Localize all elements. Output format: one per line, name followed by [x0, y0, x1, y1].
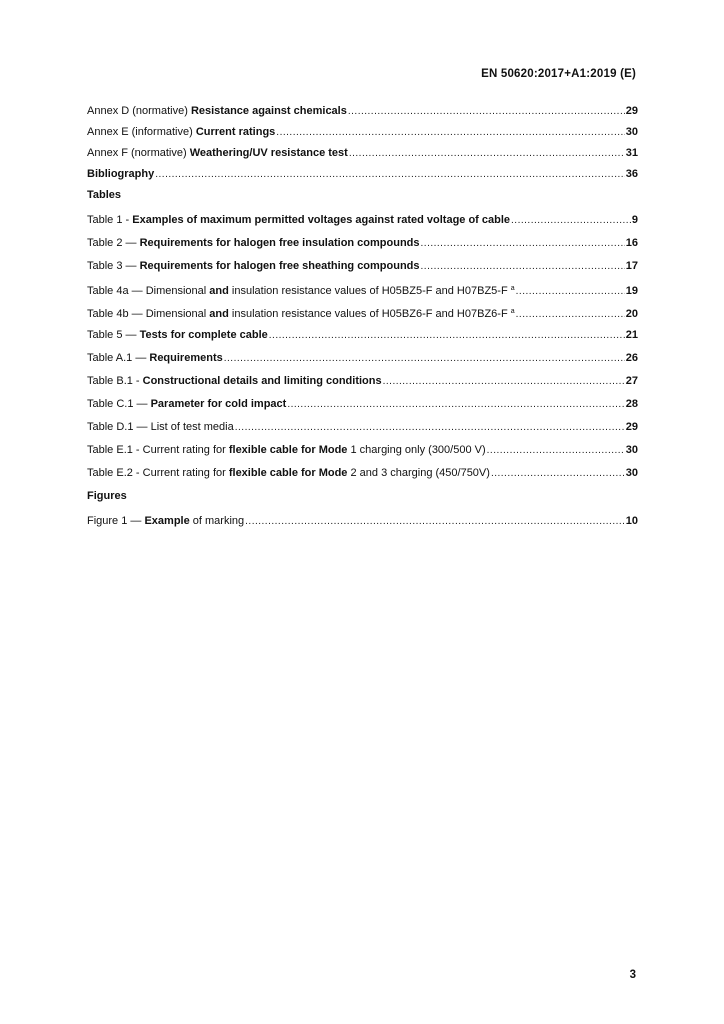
toc-page-number: 27 — [625, 375, 638, 387]
toc-entry-suffix: 2 and 3 charging (450/750V) — [347, 467, 490, 479]
toc-leader-dots — [421, 259, 625, 274]
toc-entry-annex-f[interactable] — [87, 146, 638, 167]
toc-entry-bold: Example — [144, 515, 190, 527]
toc-entry-title — [87, 167, 154, 181]
toc-entry-prefix: Annex E (informative) — [87, 126, 196, 138]
toc-page-number: 30 — [625, 126, 638, 138]
toc-entry-bold: flexible cable for Mode — [228, 444, 348, 456]
toc-entry-annex-d[interactable] — [87, 104, 638, 125]
toc-entry-table-4a[interactable] — [87, 282, 638, 305]
toc-entry-bold: and — [209, 285, 229, 297]
toc-leader-dots — [235, 420, 625, 435]
toc-entry-bold: Parameter for cold impact — [150, 398, 287, 410]
toc-leader-dots — [511, 213, 631, 228]
toc-entry-table-5[interactable] — [87, 328, 638, 351]
toc-leader-dots — [245, 514, 625, 529]
toc-leader-dots — [383, 374, 625, 389]
toc-entry-title — [87, 282, 515, 298]
toc-entry-prefix: Figure 1 — — [87, 515, 145, 527]
toc-page-number: 17 — [625, 260, 638, 272]
toc-leader-dots — [269, 328, 625, 343]
toc-entry-title — [87, 259, 420, 273]
toc-leader-dots — [516, 307, 625, 322]
toc-entry-suffix: insulation resistance values of H05BZ6-F and H07BZ6-F — [228, 308, 508, 320]
toc-entry-bold: Examples of maximum permitted voltages against rated voltage of cable — [132, 214, 511, 226]
toc-entry-title — [87, 213, 510, 227]
toc-leader-dots — [276, 125, 624, 140]
toc-page-number: 19 — [625, 285, 638, 297]
toc-entry-bold: Resistance against chemicals — [190, 105, 347, 117]
toc-entry-bold: Current ratings — [195, 126, 276, 138]
toc-entry-bold: Tests for complete cable — [139, 329, 268, 341]
toc-entry-annex-e[interactable] — [87, 125, 638, 146]
toc-entry-title — [87, 146, 348, 160]
toc-entry-table-1[interactable] — [87, 213, 638, 236]
page-number: 3 — [629, 969, 636, 981]
toc-entry-table-d1[interactable] — [87, 420, 638, 443]
toc-entry-prefix: Annex F (normative) — [87, 147, 190, 159]
toc-entry-prefix: Table B.1 - — [87, 375, 143, 387]
toc-entry-bibliography[interactable] — [87, 167, 638, 188]
toc-entry-table-4b[interactable] — [87, 305, 638, 328]
footnote-marker: a — [510, 285, 515, 292]
toc-entry-title — [87, 305, 515, 321]
toc-leader-dots — [224, 351, 625, 366]
table-of-contents — [87, 104, 638, 537]
toc-entry-prefix: Table A.1 — — [87, 352, 150, 364]
toc-entry-figure-1[interactable] — [87, 514, 638, 537]
toc-entry-prefix: Table D.1 — List of test media — [87, 421, 234, 433]
toc-entry-prefix: Table 3 — — [87, 260, 140, 272]
toc-leader-dots — [491, 466, 625, 481]
toc-entry-bold: Requirements — [149, 352, 223, 364]
toc-entry-prefix: Table E.2 - Current rating for — [87, 467, 229, 479]
document-id-header: EN 50620:2017+A1:2019 (E) — [481, 68, 636, 80]
toc-entry-table-a1[interactable] — [87, 351, 638, 374]
toc-page-number: 29 — [625, 105, 638, 117]
tables-heading: Tables — [87, 189, 122, 201]
footnote-marker: a — [510, 308, 515, 315]
toc-page-number: 9 — [631, 214, 638, 226]
toc-entry-suffix: of marking — [189, 515, 245, 527]
toc-entry-title — [87, 420, 234, 434]
toc-leader-dots — [487, 443, 625, 458]
toc-page-number: 26 — [625, 352, 638, 364]
toc-leader-dots — [349, 146, 625, 161]
toc-page-number: 30 — [625, 444, 638, 456]
toc-entry-title — [87, 104, 347, 118]
toc-entry-prefix: Table 2 — — [87, 237, 140, 249]
toc-entry-title — [87, 466, 490, 480]
toc-entry-suffix: 1 charging only (300/500 V) — [347, 444, 486, 456]
toc-leader-dots — [421, 236, 625, 251]
toc-entry-table-c1[interactable] — [87, 397, 638, 420]
toc-entry-prefix: Table C.1 — — [87, 398, 151, 410]
toc-entry-title — [87, 236, 420, 250]
toc-entry-prefix: Table 5 — — [87, 329, 140, 341]
toc-page-number: 28 — [625, 398, 638, 410]
toc-entry-bold: flexible cable for Mode — [228, 467, 348, 479]
toc-page-number: 21 — [625, 329, 638, 341]
toc-entry-title — [87, 125, 275, 139]
toc-entry-prefix: Table E.1 - Current rating for — [87, 444, 229, 456]
toc-entry-prefix: Table 4a — Dimensional — [87, 285, 210, 297]
toc-leader-dots — [155, 167, 625, 182]
toc-entry-table-3[interactable] — [87, 259, 638, 282]
toc-entry-table-e1[interactable] — [87, 443, 638, 466]
toc-page-number: 30 — [625, 467, 638, 479]
toc-page-number: 20 — [625, 308, 638, 320]
toc-entry-bold: Weathering/UV resistance test — [189, 147, 348, 159]
toc-entry-bold: and — [209, 308, 229, 320]
toc-entry-title — [87, 374, 382, 388]
toc-entry-bold: Requirements for halogen free insulation compounds — [139, 237, 420, 249]
toc-leader-dots — [348, 104, 625, 119]
toc-entry-bold: Bibliography — [87, 168, 155, 180]
toc-page-number: 16 — [625, 237, 638, 249]
toc-entry-title — [87, 351, 223, 365]
toc-entry-title — [87, 514, 244, 528]
toc-page-number: 10 — [625, 515, 638, 527]
toc-entry-prefix: Annex D (normative) — [87, 105, 191, 117]
toc-leader-dots — [516, 284, 625, 299]
toc-entry-prefix: Table 4b — Dimensional — [87, 308, 210, 320]
toc-page-number: 29 — [625, 421, 638, 433]
toc-page-number: 36 — [625, 168, 638, 180]
toc-entry-title — [87, 397, 286, 411]
toc-leader-dots — [287, 397, 624, 412]
toc-entry-title — [87, 443, 486, 457]
toc-page-number: 31 — [625, 147, 638, 159]
figures-heading: Figures — [87, 490, 127, 502]
toc-entry-title — [87, 328, 268, 342]
toc-entry-bold: Requirements for halogen free sheathing compounds — [139, 260, 420, 272]
toc-entry-suffix: insulation resistance values of H05BZ5-F and H07BZ5-F — [228, 285, 508, 297]
toc-entry-prefix: Table 1 - — [87, 214, 133, 226]
toc-entry-bold: Constructional details and limiting conditions — [142, 375, 382, 387]
toc-entry-table-b1[interactable] — [87, 374, 638, 397]
toc-entry-table-e2[interactable] — [87, 466, 638, 489]
toc-entry-table-2[interactable] — [87, 236, 638, 259]
